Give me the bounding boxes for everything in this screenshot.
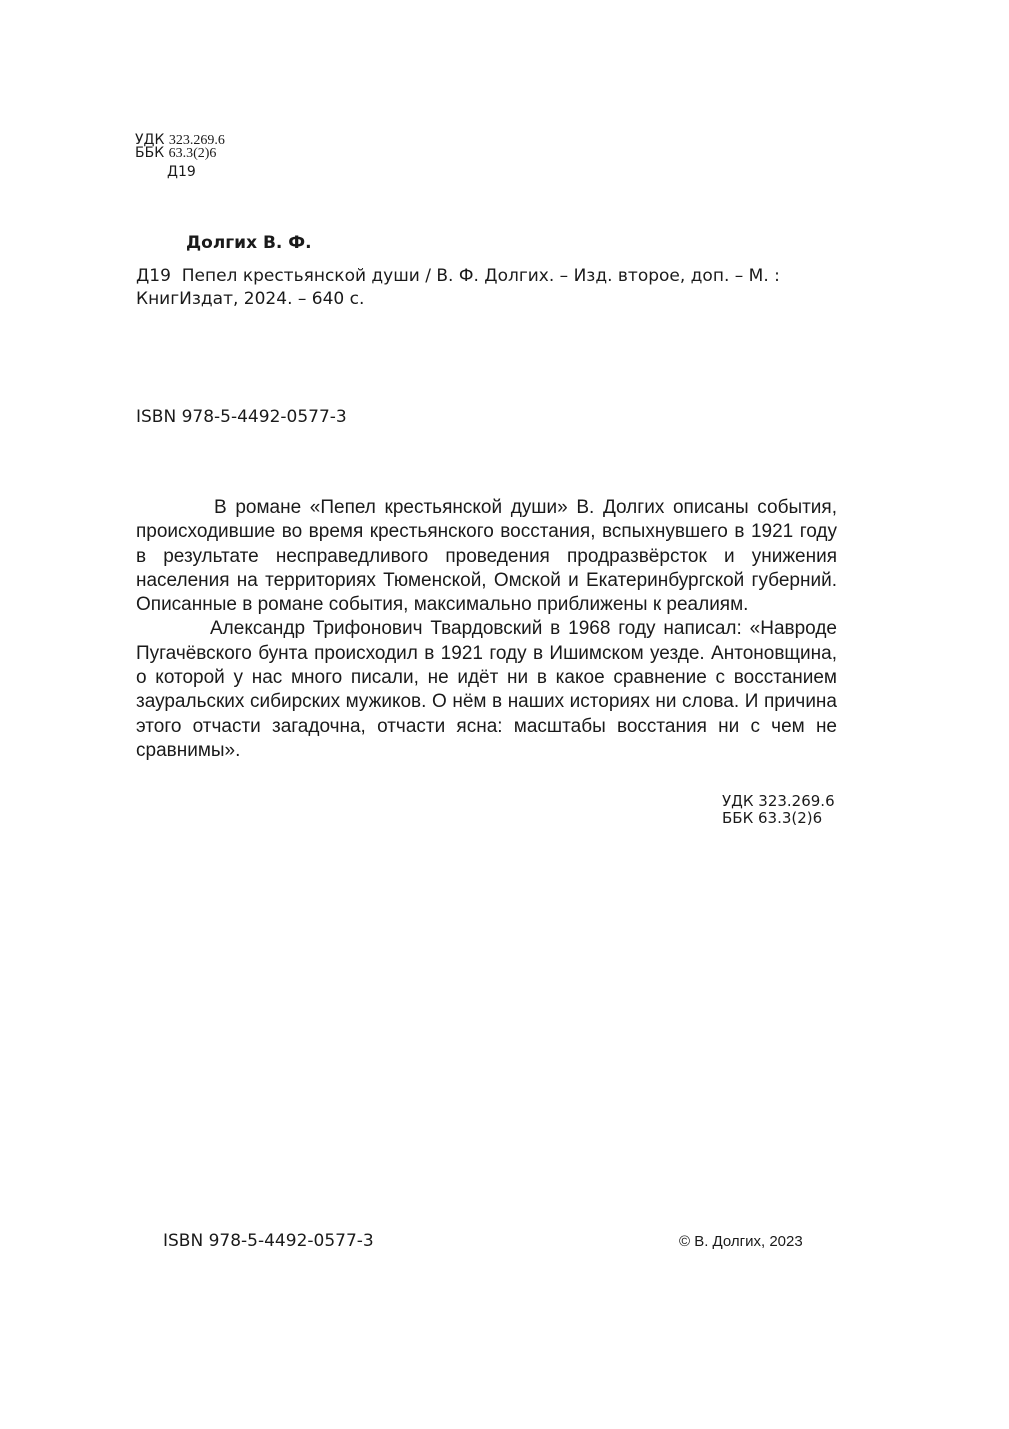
annotation (136, 496, 837, 763)
udk-bottom-line: УДК 323.269.6 (722, 792, 835, 810)
biblio-code: Д19 (136, 266, 171, 286)
copyright-notice: © В. Долгих, 2023 (679, 1233, 803, 1250)
bbk-value: 63.3(2)6 (168, 146, 217, 161)
bibliographic-description (136, 265, 836, 311)
annotation-paragraph-1: В романе «Пепел крестьянской души» В. Долгих описаны события, происходившие во время крестьянского восстания, вспыхнувшего в 1921 году в результате несправедливого проведения продразвёрсток и унижения населения на территориях Тюменской, Омской и Екатеринбургской губерний. Описанные в романе события, максимально приближены к реалиям. (136, 497, 837, 616)
biblio-text: Пепел крестьянской души / В. Ф. Долгих. – Изд. второе, доп. – М. : КнигИздат, 2024. – 640 с. (136, 266, 780, 309)
isbn-bottom: ISBN 978-5-4492-0577-3 (163, 1231, 374, 1251)
udk-value: 323.269.6 (168, 133, 225, 148)
bbk-bottom-line: ББК 63.3(2)6 (722, 809, 823, 827)
udk-label: УДК (135, 132, 165, 148)
isbn-top: ISBN 978-5-4492-0577-3 (136, 407, 347, 427)
classification-block-bottom (722, 793, 835, 827)
annotation-paragraph-2: Александр Трифонович Твардовский в 1968 году написал: «Навроде Пугачёвского бунта происходил в 1921 году в Ишимском уезде. Антоновщина, о которой у нас много писали, не идёт ни в какое сравнение с восстанием зауральских сибирских мужиков. О нём в наших историях ни слова. И причина этого отчасти загадочна, отчасти ясна: масштабы восстания ни с чем не сравнимы». (136, 618, 837, 761)
bbk-label: ББК (135, 145, 165, 161)
bbk-line (135, 147, 225, 160)
classification-block-top (135, 134, 225, 160)
author-code: Д19 (167, 164, 196, 180)
author-heading: Долгих В. Ф. (186, 233, 312, 253)
